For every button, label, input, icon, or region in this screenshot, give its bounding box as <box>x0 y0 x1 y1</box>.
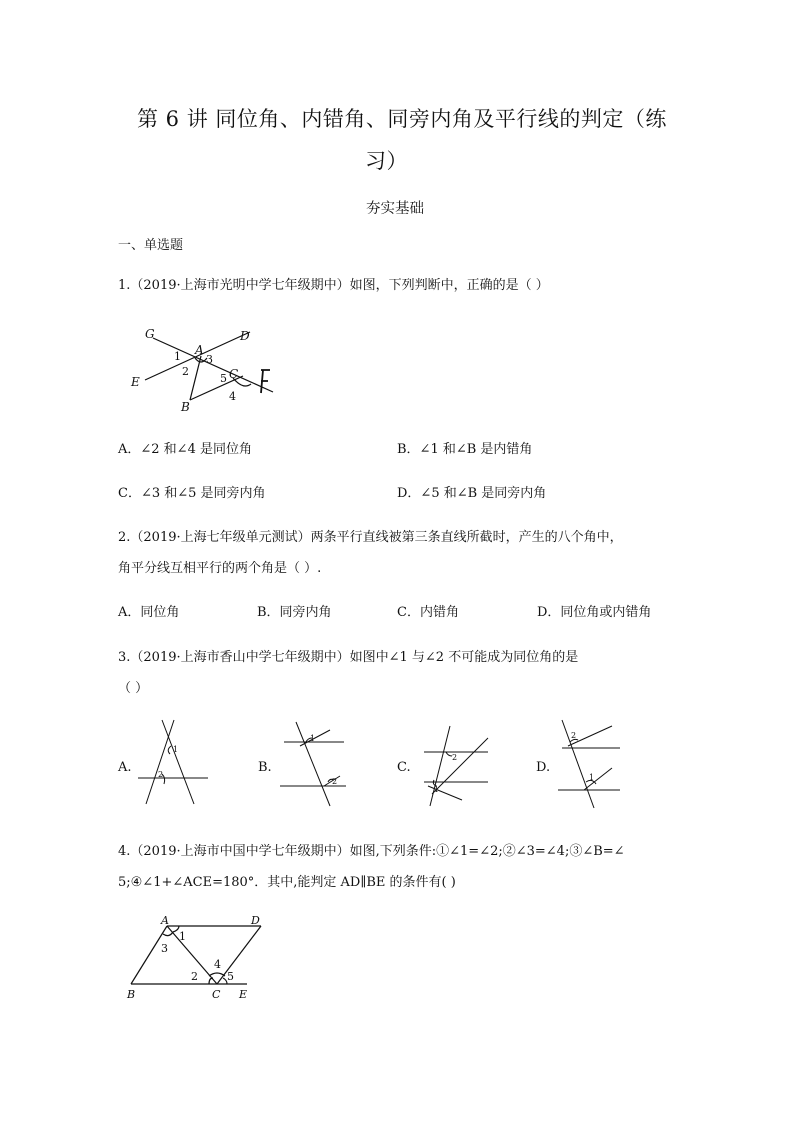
q4-label-1: 1 <box>179 930 186 943</box>
question-2-line1: 2.（2019·上海七年级单元测试）两条平行直线被第三条直线所截时，产生的八个角中， <box>118 530 623 545</box>
q3a-label-1: 1 <box>173 745 179 754</box>
q3b-label-2: 2 <box>332 777 338 786</box>
question-3-line2: （ ） <box>118 681 149 696</box>
q3c-label-2: 2 <box>452 753 458 762</box>
q1-label-E: E <box>131 375 140 389</box>
q2-option-c: C．内错角 <box>397 605 459 620</box>
page-subtitle: 夯实基础 <box>366 201 424 217</box>
q1-label-D: D <box>240 329 250 343</box>
q1-label-G: G <box>145 327 155 341</box>
q1-option-b: B．∠1 和∠B 是内错角 <box>397 442 533 457</box>
question-1-text: 1.（2019·上海市光明中学七年级期中）如图，下列判断中，正确的是（ ） <box>118 278 549 293</box>
q3d-label-2: 2 <box>571 731 577 740</box>
q2-option-b: B．同旁内角 <box>257 605 332 620</box>
q3-option-c-label: C. <box>397 760 411 775</box>
q2-option-a: A．同位角 <box>118 605 180 620</box>
q1-option-a: A．∠2 和∠4 是同位角 <box>118 442 252 457</box>
page-title-line1: 第 6 讲 同位角、内错角、同旁内角及平行线的判定（练 <box>137 107 667 131</box>
q4-label-E: E <box>239 988 248 1001</box>
q3c-label-1: 1 <box>434 785 440 794</box>
q3-figure-a <box>138 718 210 806</box>
q1-label-2: 2 <box>182 365 189 378</box>
q3-figure-d <box>556 718 622 810</box>
q1-label-C: C <box>229 367 239 381</box>
q3d-label-1: 1 <box>589 773 595 782</box>
q1-label-5: 5 <box>220 372 227 385</box>
q4-label-A: A <box>161 914 169 927</box>
q4-label-C: C <box>212 988 221 1001</box>
q3-option-b-label: B. <box>258 760 272 775</box>
q3-option-a-label: A. <box>118 760 132 775</box>
question-3-line1: 3.（2019·上海市香山中学七年级期中）如图中∠1 与∠2 不可能成为同位角的是 <box>118 650 579 665</box>
q3-figure-b <box>278 720 350 808</box>
q3b-label-1: 1 <box>310 734 316 743</box>
page-title-line2: 习） <box>365 149 408 173</box>
q1-option-c: C．∠3 和∠5 是同旁内角 <box>118 486 266 501</box>
q4-label-5: 5 <box>227 970 234 983</box>
q2-option-d: D．同位角或内错角 <box>537 605 652 620</box>
q1-label-B: B <box>181 400 190 414</box>
q1-label-1: 1 <box>174 350 181 363</box>
question-4-line2: 5;④∠1+∠ACE=180°．其中,能判定 AD∥BE 的条件有( ) <box>118 875 456 890</box>
q3-figure-c <box>418 724 490 808</box>
q4-label-D: D <box>251 914 260 927</box>
q3-option-d-label: D. <box>536 760 551 775</box>
question-4-line1: 4.（2019·上海市中国中学七年级期中）如图,下列条件:①∠1=∠2;②∠3=∠4;③∠B=∠ <box>118 844 625 859</box>
q4-label-B: B <box>127 988 136 1001</box>
q3a-label-2: 2 <box>158 770 164 779</box>
question-2-line2: 角平分线互相平行的两个角是（ ）. <box>118 561 322 576</box>
q4-label-3: 3 <box>161 942 168 955</box>
section-heading: 一、单选题 <box>118 238 184 253</box>
question-1-figure <box>125 318 275 418</box>
q1-option-d: D．∠5 和∠B 是同旁内角 <box>397 486 547 501</box>
q4-label-2: 2 <box>191 970 198 983</box>
question-4-figure <box>123 912 263 1004</box>
q1-label-4: 4 <box>229 390 236 403</box>
q1-label-3: 3 <box>206 353 213 366</box>
q1-label-A: A <box>195 343 204 357</box>
q4-label-4: 4 <box>214 958 221 971</box>
